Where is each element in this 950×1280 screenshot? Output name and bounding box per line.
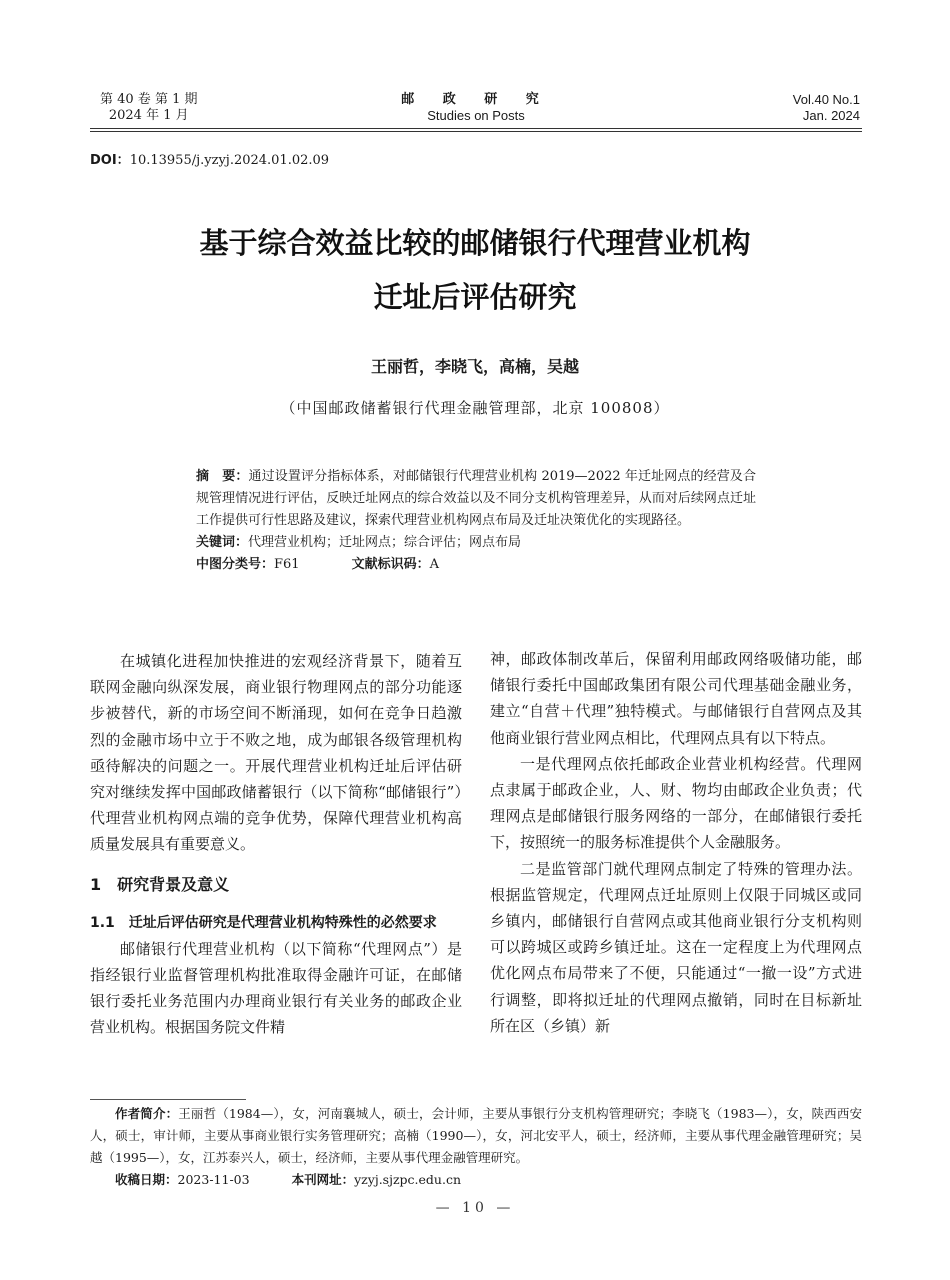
title-line-1: 基于综合效益比较的邮储银行代理营业机构 xyxy=(199,226,751,260)
section-heading-1: 1 研究背景及意义 xyxy=(90,874,230,894)
keywords-line xyxy=(196,532,756,554)
received-label: 收稿日期： xyxy=(115,1172,178,1187)
doc-code-label: 文献标识码： xyxy=(351,557,430,572)
header-volume: 第 40 卷 第 1 期 xyxy=(100,92,198,107)
clc-value: F61 xyxy=(274,557,300,572)
journal-name-cn: 邮 政 研 究 xyxy=(401,92,551,107)
doi-line xyxy=(90,149,329,168)
header-date-cn: 2024 年 1 月 xyxy=(108,108,189,123)
doi-label: DOI： xyxy=(90,153,130,168)
header-date-en: Jan. 2024 xyxy=(802,108,860,123)
body-paragraph: 二是监管部门就代理网点制定了特殊的管理办法。根据监管规定，代理网点迁址原则上仅限于同城区或同乡镇内，邮储银行自营网点或其他商业银行分支机构则可以跨城区或跨乡镇迁址。这在一定程度上为代理网点优化网点布局带来了不便，只能通过“一撤一设”方式进行调整，即将拟迁址的代理网点撤销，同时在目标新址所在区（乡镇）新 xyxy=(490,859,862,1035)
abstract-label: 摘 要： xyxy=(196,469,249,484)
title-line-2: 迁址后评估研究 xyxy=(373,280,577,314)
body-paragraph: 一是代理网点依托邮政企业营业机构经营。代理网点隶属于邮政企业，人、财、物均由邮政企业负责；代理网点是邮储银行服务网络的一部分，在邮储银行委托下，按照统一的服务标准提供个人金融服务。 xyxy=(490,754,862,852)
header-rule-top xyxy=(90,128,862,129)
header-rule-bottom xyxy=(90,131,862,132)
header-right xyxy=(793,92,860,124)
clc-label: 中图分类号： xyxy=(196,557,275,572)
author-bio-label: 作者简介： xyxy=(115,1106,179,1121)
classification-line xyxy=(196,554,756,576)
keywords-text: 代理营业机构；迁址网点；综合评估；网点布局 xyxy=(248,535,522,550)
intro-paragraph: 在城镇化进程加快推进的宏观经济背景下，随着互联网金融向纵深发展，商业银行物理网点的部分功能逐步被替代，新的市场空间不断涌现，如何在竞争日趋激烈的金融市场中立于不败之地，成为邮银各级管理机构亟待解决的问题之一。开展代理营业机构迁址后评估研究对继续发挥中国邮政储蓄银行（以下简称“邮储银行”）代理营业机构网点端的竞争优势，保障代理营业机构高质量发展具有重要意义。 xyxy=(90,652,462,854)
body-column-right xyxy=(490,646,862,1039)
author-list: 王丽哲，李晓飞，高楠，吴越 xyxy=(370,357,579,376)
author-bio xyxy=(90,1103,862,1169)
author-bio-text: 王丽哲（1984—），女，河南襄城人，硕士，会计师，主要从事银行分支机构管理研究；李晓飞（1983—），女，陕西西安人，硕士，审计师，主要从事商业银行实务管理研究；高楠（1990—），女，河北安平人，硕士，经济师，主要从事代理金融管理研究；吴越（1995—），女，江苏泰兴人，硕士，经济师，主要从事代理金融管理研究。 xyxy=(90,1106,862,1165)
doi-value: 10.13955/j.yzyj.2024.01.02.09 xyxy=(129,153,330,168)
received-date: 2023-11-03 xyxy=(177,1172,250,1187)
subsection-heading-1-1: 1.1 迁址后评估研究是代理营业机构特殊性的必然要求 xyxy=(90,914,437,931)
affiliation: （中国邮政储蓄银行代理金融管理部，北京 100808） xyxy=(280,399,670,417)
body-paragraph: 邮储银行代理营业机构（以下简称“代理网点”）是指经银行业监督管理机构批准取得金融许可证，在邮储银行委托业务范围内办理商业银行有关业务的邮政企业营业机构。根据国务院文件精 xyxy=(90,939,462,1037)
abstract-paragraph xyxy=(196,466,756,532)
body-paragraph: 神，邮政体制改革后，保留利用邮政网络吸储功能，邮储银行委托中国邮政集团有限公司代理基础金融业务，建立“自营＋代理”独特模式。与邮储银行自营网点及其他商业银行营业网点相比，代理网点具有以下特点。 xyxy=(490,650,862,747)
footnote-block xyxy=(90,1103,862,1191)
abstract-text: 通过设置评分指标体系，对邮储银行代理营业机构 2019—2022 年迁址网点的经营及合规管理情况进行评估，反映迁址网点的综合效益以及不同分支机构管理差异，从而对后续网点迁址工作提供可行性思路及建议，探索代理营业机构网点布局及迁址决策优化的实现路径。 xyxy=(196,469,756,528)
header-journal xyxy=(90,92,862,124)
footnote-rule xyxy=(90,1099,246,1100)
journal-name-en: Studies on Posts xyxy=(427,108,525,123)
received-line xyxy=(90,1169,862,1191)
body-column-left xyxy=(90,648,462,1041)
keywords-label: 关键词： xyxy=(196,535,249,550)
abstract-block xyxy=(196,466,756,576)
header-volume-en: Vol.40 No.1 xyxy=(792,92,860,107)
doc-code-value: A xyxy=(429,557,439,572)
page-number: — 10 — xyxy=(435,1200,515,1216)
website-url: yzyj.sjzpc.edu.cn xyxy=(354,1172,461,1187)
running-header xyxy=(90,92,862,128)
paper-title xyxy=(0,216,950,324)
website-label: 本刊网址： xyxy=(291,1172,355,1187)
